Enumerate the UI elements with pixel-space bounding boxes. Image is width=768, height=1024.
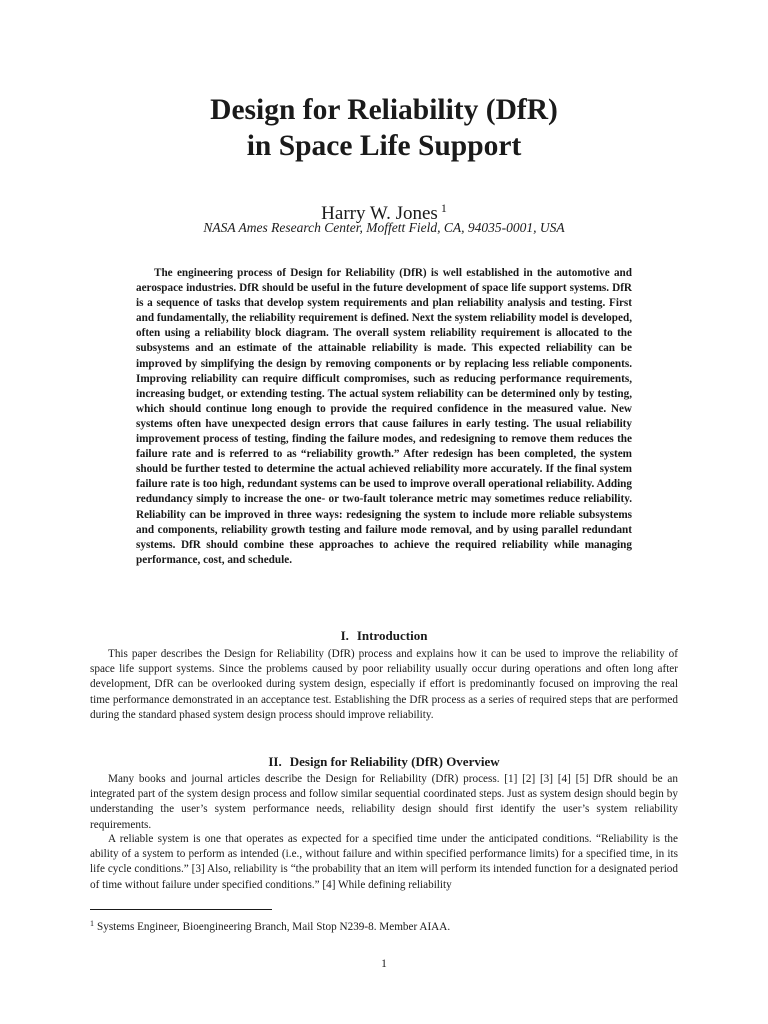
section-title: Introduction <box>356 628 428 643</box>
footnote-rule <box>90 909 272 910</box>
footnote <box>90 916 678 935</box>
body-paragraph: This paper describes the Design for Reliability (DfR) process and explains how it can be used to improve the reliability of space life support systems. Since the problems caused by poor reliability usually occur during operations and often long after development, DfR can be overlooked during system design, especially if effort is predominantly focused on improving the real time performance demonstrated in an acceptance test. Establishing the DfR process as a series of required steps that are performed during the standard phased system design process should improve reliability. <box>90 648 678 721</box>
body-paragraph: A reliable system is one that operates as expected for a specified time under the anticipated conditions. “Reliability is the ability of a system to perform as intended (i.e., without failure and within specified performance limits) for a specified time, in its life cycle conditions.” [3] Also, reliability is “the probability that an item will perform its intended function for a designated period of time without failure under specified conditions.” [4] While defining reliability <box>90 833 678 891</box>
section-number: I. <box>340 628 349 643</box>
section-heading-dfr-overview <box>0 753 768 770</box>
title-line-2: in Space Life Support <box>246 130 522 162</box>
paper-title <box>0 92 768 164</box>
author-footnote-mark: 1 <box>440 201 447 215</box>
section-heading-introduction <box>0 627 768 644</box>
author-name: Harry W. Jones <box>321 203 438 224</box>
footnote-text: Systems Engineer, Bioengineering Branch, Mail Stop N239-8. Member AIAA. <box>97 921 451 933</box>
section-title: Design for Reliability (DfR) Overview <box>289 754 500 769</box>
page-number: 1 <box>381 958 387 970</box>
footnote-mark: 1 <box>90 919 94 928</box>
section-number: II. <box>268 754 282 769</box>
abstract: The engineering process of Design for Reliability (DfR) is well established in the automotive and aerospace industries. DfR should be useful in the future development of space life support systems. DfR is a sequence of tasks that develop system requirements and plan reliability analysis and testing. First and fundamentally, the reliability requirement is defined. Next the system reliability model is developed, often using a reliability block diagram. The overall system reliability requirement is allocated to the subsystems and an estimate of the attainable reliability is made. This expected reliability can be improved by simplifying the design by removing components or by replacing less reliable components. Improving reliability can require difficult compromises, such as reducing performance requirements, increasing budget, or extending testing. The actual system reliability can be determined only by testing, which should continue long enough to provide the required confidence in the measured value. New systems often have unexpected design errors that cause failures in early testing. The usual reliability improvement process of testing, finding the failure modes, and redesigning to remove them reduces the failure rate and is referred to as “reliability growth.” After redesign has been completed, the system should be further tested to determine the actual achieved reliability more accurately. If the final system failure rate is too high, redundant systems can be used to improve overall operational reliability. Adding redundancy simply to increase the one- or two-fault tolerance metric may sometimes reduce reliability. Reliability can be improved in three ways: redesigning the system to include more reliable subsystems and components, reliability growth testing and failure mode removal, and by using parallel redundant systems. DfR should combine these approaches to achieve the required reliability while managing performance, cost, and schedule. <box>136 267 632 566</box>
title-line-1: Design for Reliability (DfR) <box>210 94 558 126</box>
author-affiliation: NASA Ames Research Center, Moffett Field, CA, 94035-0001, USA <box>203 220 565 235</box>
body-paragraph: Many books and journal articles describe the Design for Reliability (DfR) process. [1] [2] [3] [4] [5] DfR should be an integrated part of the system design process and follow similar sequential coordinated steps. Just as system design should begin by understanding the user’s system performance needs, reliability design should first identify the user’s system reliability requirements. <box>90 773 678 831</box>
